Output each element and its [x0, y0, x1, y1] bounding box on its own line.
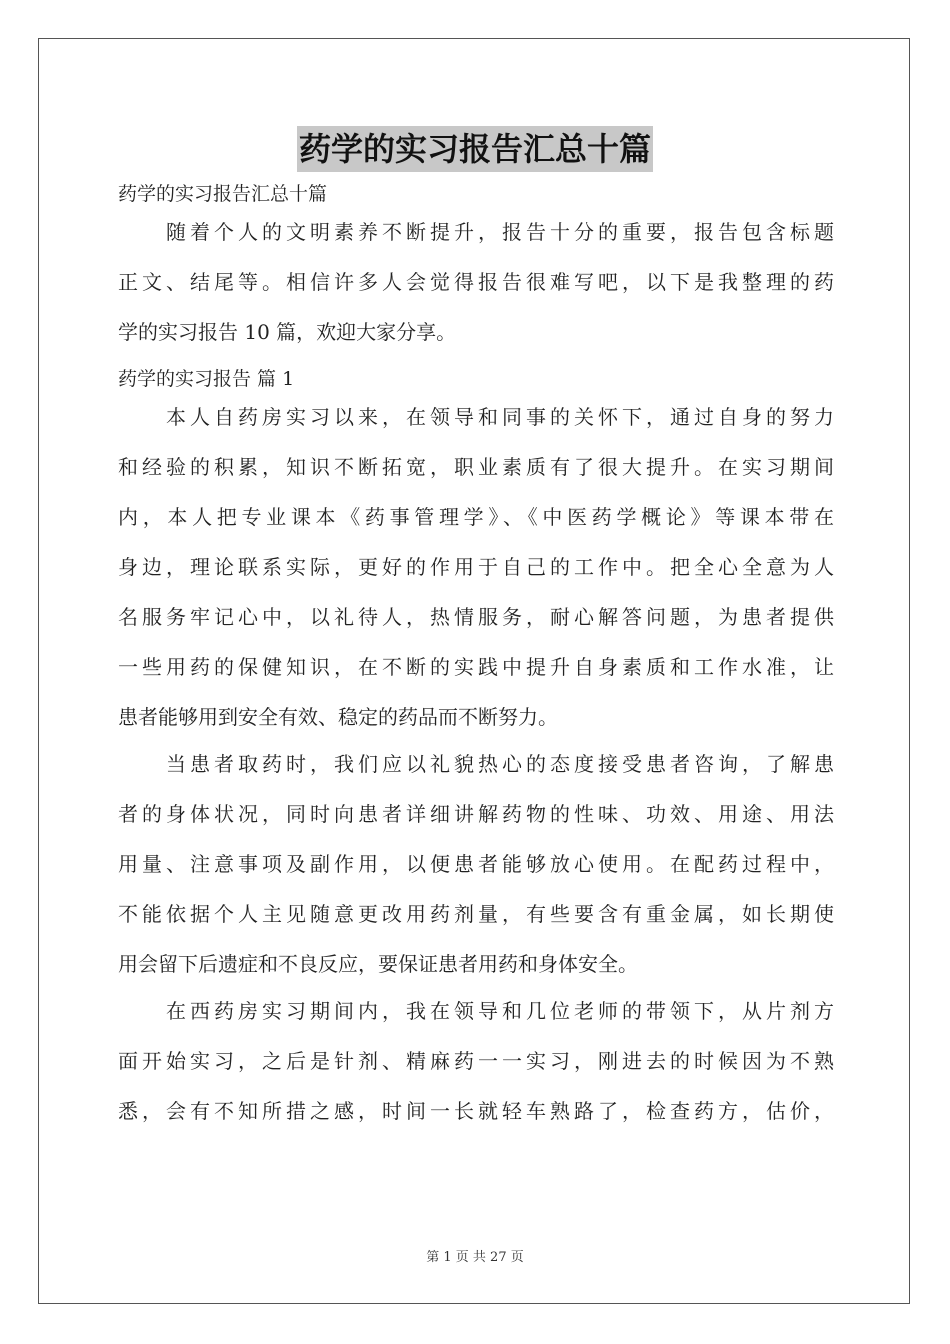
document-title-wrapper [0, 126, 950, 172]
paragraph-line: 用会留下后遗症和不良反应，要保证患者用药和身体安全。 [118, 952, 638, 976]
paragraph-line: 患者能够用到安全有效、稳定的药品而不断努力。 [118, 705, 558, 729]
paragraph-line: 一些用药的保健知识，在不断的实践中提升自身素质和工作水准，让 [118, 655, 834, 679]
page-number-footer: 第 1 页 共 27 页 [426, 1250, 524, 1265]
paragraph-line: 学的实习报告 10 篇，欢迎大家分享。 [118, 320, 457, 344]
paragraph-line: 身边，理论联系实际，更好的作用于自己的工作中。把全心全意为人 [118, 555, 834, 579]
paragraph-line: 在西药房实习期间内，我在领导和几位老师的带领下，从片剂方 [166, 999, 834, 1023]
paragraph-line: 者的身体状况，同时向患者详细讲解药物的性味、功效、用途、用法 [118, 802, 834, 826]
paragraph-line: 当患者取药时，我们应以礼貌热心的态度接受患者咨询，了解患 [166, 752, 834, 776]
paragraph-line: 悉，会有不知所措之感，时间一长就轻车熟路了，检查药方，估价， [118, 1099, 834, 1123]
paragraph-line: 随着个人的文明素养不断提升，报告十分的重要，报告包含标题 [166, 220, 834, 244]
body-paragraph-2 [118, 748, 834, 981]
paragraph-line: 用量、注意事项及副作用，以便患者能够放心使用。在配药过程中， [118, 852, 834, 876]
paragraph-line: 名服务牢记心中，以礼待人，热情服务，耐心解答问题，为患者提供 [118, 605, 834, 629]
paragraph-line: 不能依据个人主见随意更改用药剂量，有些要含有重金属，如长期使 [118, 902, 834, 926]
document-subtitle: 药学的实习报告汇总十篇 [118, 183, 328, 205]
section-heading: 药学的实习报告 篇 1 [118, 368, 295, 390]
document-title: 药学的实习报告汇总十篇 [297, 126, 653, 172]
body-paragraph-1 [118, 401, 834, 734]
paragraph-line: 面开始实习，之后是针剂、精麻药一一实习，刚进去的时候因为不熟 [118, 1049, 834, 1073]
paragraph-line: 本人自药房实习以来，在领导和同事的关怀下，通过自身的努力 [166, 405, 834, 429]
document-body [118, 178, 834, 1142]
paragraph-line: 正文、结尾等。相信许多人会觉得报告很难写吧，以下是我整理的药 [118, 270, 834, 294]
intro-paragraph [118, 216, 834, 349]
body-paragraph-3 [118, 995, 834, 1128]
paragraph-line: 和经验的积累，知识不断拓宽，职业素质有了很大提升。在实习期间 [118, 455, 834, 479]
paragraph-line: 内，本人把专业课本《药事管理学》、《中医药学概论》等课本带在 [118, 505, 834, 529]
